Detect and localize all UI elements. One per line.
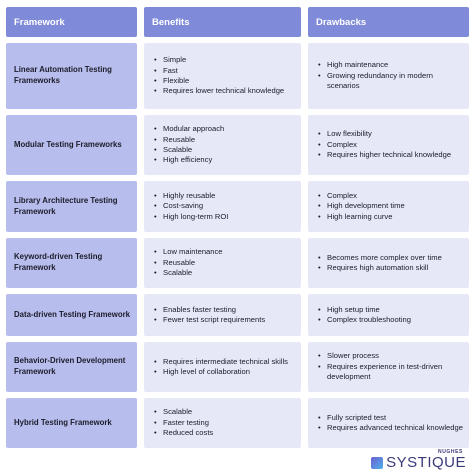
benefit-item: • Modular approach	[154, 124, 224, 134]
benefit-item: • Faster testing	[154, 418, 213, 428]
header-framework: Framework	[6, 7, 137, 37]
drawback-item: • Complex	[318, 140, 451, 150]
drawbacks-cell	[308, 43, 469, 109]
drawbacks-cell	[308, 398, 469, 448]
benefits-cell	[144, 294, 301, 336]
benefit-item: • Requires lower technical knowledge	[154, 86, 284, 96]
benefits-cell	[144, 238, 301, 288]
benefits-cell	[144, 342, 301, 392]
header-benefits: Benefits	[144, 7, 301, 37]
drawback-item: • Requires experience in test-driven development	[318, 362, 465, 383]
drawback-item: • Becomes more complex over time	[318, 253, 442, 263]
benefits-cell	[144, 398, 301, 448]
drawback-item: • High maintenance	[318, 60, 465, 70]
drawbacks-cell	[308, 115, 469, 175]
benefit-item: • Fast	[154, 66, 284, 76]
benefits-cell	[144, 43, 301, 109]
logo-word-text: SYSTIQUE	[386, 454, 466, 471]
framework-name: Modular Testing Frameworks	[6, 115, 137, 175]
drawbacks-cell	[308, 238, 469, 288]
benefit-item: • High long-term ROI	[154, 212, 228, 222]
benefit-item: • Highly reusable	[154, 191, 228, 201]
benefit-item: • Scalable	[154, 407, 213, 417]
benefit-item: • Scalable	[154, 145, 224, 155]
framework-comparison-table	[6, 7, 469, 448]
drawback-item: • Requires advanced technical knowledge	[318, 423, 463, 433]
drawback-item: • High setup time	[318, 305, 411, 315]
benefits-cell	[144, 115, 301, 175]
drawback-item: • Requires high automation skill	[318, 263, 442, 273]
drawbacks-cell	[308, 294, 469, 336]
benefit-item: • Flexible	[154, 76, 284, 86]
benefit-item: • Reduced costs	[154, 428, 213, 438]
drawback-item: • Growing redundancy in modern scenarios	[318, 71, 465, 92]
drawback-item: • Requires higher technical knowledge	[318, 150, 451, 160]
drawback-item: • High learning curve	[318, 212, 405, 222]
benefit-item: • Reusable	[154, 135, 224, 145]
logo-mark-icon	[371, 457, 383, 469]
framework-name: Linear Automation Testing Frameworks	[6, 43, 137, 109]
header-drawbacks: Drawbacks	[308, 7, 469, 37]
drawbacks-cell	[308, 342, 469, 392]
drawback-item: • High development time	[318, 201, 405, 211]
framework-name: Behavior-Driven Development Framework	[6, 342, 137, 392]
framework-name: Library Architecture Testing Framework	[6, 181, 137, 232]
benefit-item: • Scalable	[154, 268, 223, 278]
benefit-item: • Simple	[154, 55, 284, 65]
drawbacks-cell	[308, 181, 469, 232]
drawback-item: • Complex troubleshooting	[318, 315, 411, 325]
benefit-item: • High level of collaboration	[154, 367, 288, 377]
drawback-item: • Low flexibility	[318, 129, 451, 139]
framework-name: Keyword-driven Testing Framework	[6, 238, 137, 288]
brand-logo	[371, 449, 466, 470]
benefit-item: • Requires intermediate technical skills	[154, 357, 288, 367]
benefits-cell	[144, 181, 301, 232]
drawback-item: • Slower process	[318, 351, 465, 361]
benefit-item: • Cost-saving	[154, 201, 228, 211]
benefit-item: • Low maintenance	[154, 247, 223, 257]
drawback-item: • Fully scripted test	[318, 413, 463, 423]
benefit-item: • Enables faster testing	[154, 305, 265, 315]
benefit-item: • Reusable	[154, 258, 223, 268]
drawback-item: • Complex	[318, 191, 405, 201]
logo-top-text: NUGHES	[438, 449, 463, 455]
benefit-item: • Fewer test script requirements	[154, 315, 265, 325]
framework-name: Data-driven Testing Framework	[6, 294, 137, 336]
benefit-item: • High efficiency	[154, 155, 224, 165]
framework-name: Hybrid Testing Framework	[6, 398, 137, 448]
